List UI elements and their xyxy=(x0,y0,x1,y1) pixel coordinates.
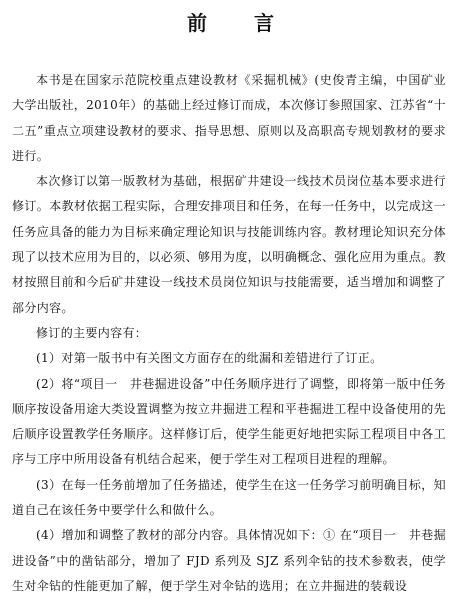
paragraph-revision-list-heading: 修订的主要内容有： xyxy=(36,325,148,340)
paragraph-revision-item-2: (2）将“项目一 井巷掘进设备”中任务顺序进行了调整，即将第一版中任务顺序按设备用途大类设置调整为按立井掘进工程和平巷掘进工程中设备使用的先后顺序设置教学任务顺序。这样修订后，使学生能更好地把实际工程项目中各工序与工序中所用设备有机结合起来，便于学生对工程项目进程的理解。 xyxy=(12,376,446,467)
paragraph-intro: 本书是在国家示范院校重点建设教材《采掘机械》(史俊青主编，中国矿业大学出版社，2010年）的基础上经过修订而成，本次修订参照国家、江苏省“十二五”重点立项建设教材的要求、指导思想、原则以及高职高专规划教材的要求进行。 xyxy=(12,73,446,163)
paragraph-revision-item-3: (3）在每一任务前增加了任务描述，使学生在这一任务学习前明确目标，知道自己在该任务中要学什么和做什么。 xyxy=(12,477,446,518)
paragraph-revision-basis: 本次修订以第一版教材为基础，根据矿井建设一线技术员岗位基本要求进行修订。本教材依据工程实际，合理安排项目和任务，在每一任务中，以完成这一任务应具备的能力为目标来确定理论知识与技能训练内容。教材理论知识充分体现了以技术应用为目的，以必须、够用为度，以明确概念、强化应用为重点。教材按照目前和今后矿井建设一线技术员岗位知识与技能需要，适当增加和调整了部分内容。 xyxy=(12,174,446,315)
paragraph-revision-item-4: (4）增加和调整了教材的部分内容。具体情况如下：① 在“项目一 井巷掘进设备”中的凿钻部分，增加了 FJD 系列及 SJZ 系列伞钻的技术参数表，使学生对伞钻的性能更加了解，便于学生对伞钻的选用；在立井掘进的装载设 xyxy=(12,528,446,593)
paragraph-revision-item-1: (1）对第一版书中有关图文方面存在的纰漏和差错进行了订正。 xyxy=(36,351,383,366)
document-body xyxy=(0,68,461,599)
page-title: 前 言 xyxy=(187,11,294,35)
